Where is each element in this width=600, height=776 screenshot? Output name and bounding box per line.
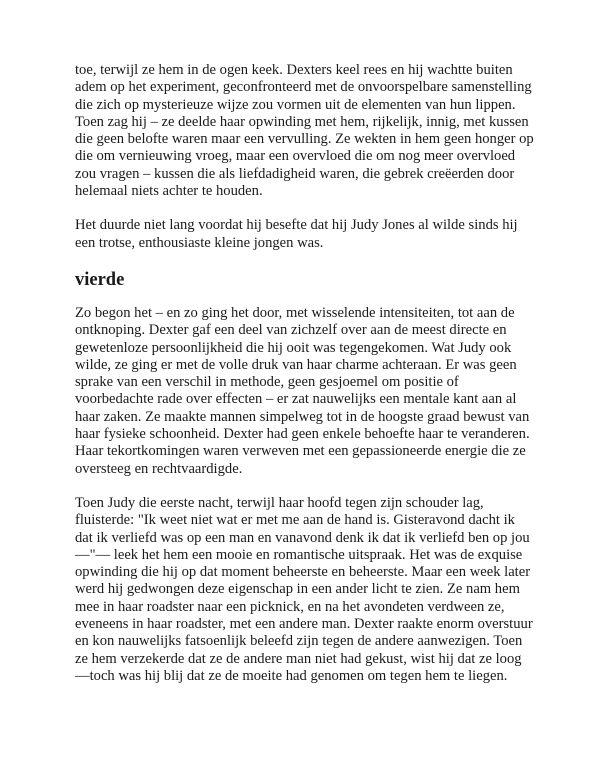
paragraph: Zo begon het – en zo ging het door, met wisselende intensiteiten, tot aan de ontknoping. Dexter gaf een deel van zichzelf over aan de meest directe en gewetenloze persoonlijkheid die hij ooit was tegengekomen. Wat Judy ook wilde, ze ging er met de volle druk van haar charme achteraan. Er was geen sprake van een verschil in methode, geen gesjoemel om positie of voorbedachte rade over effecten – er zat nauwelijks een mentale kant aan al haar zaken. Ze maakte mannen simpelweg tot in de hoogste graad bewust van haar fysieke schoonheid. Dexter had geen enkele behoefte haar te veranderen. Haar tekortkomingen waren verweven met een gepassioneerde energie die ze oversteeg en rechtvaardigde. [75,304,530,477]
paragraph: toe, terwijl ze hem in de ogen keek. Dexters keel rees en hij wachtte buiten adem op het experiment, geconfronteerd met de onvoorspelbare samenstelling die zich op mysterieuze wijze zou vormen uit de elementen van hun lippen. Toen zag hij – ze deelde haar opwinding met hem, rijkelijk, innig, met kussen die geen belofte waren maar een vervulling. Ze wekten in hem geen honger op die om vernieuwing vroeg, maar een overvloed die om nog meer overvloed zou vragen – kussen die als liefdadigheid waren, die gebrek creëerden door helemaal niets achter te houden. [75,62,534,200]
paragraph: Het duurde niet lang voordat hij besefte dat hij Judy Jones al wilde sinds hij een trotse, enthousiaste kleine jongen was. [75,217,518,251]
document-page [75,62,535,702]
paragraph: Toen Judy die eerste nacht, terwijl haar hoofd tegen zijn schouder lag, fluisterde: "Ik weet niet wat er met me aan de hand is. Gisteravond dacht ik dat ik verliefd was op een man en vanavond denk ik dat ik verliefd ben op jou—"— leek het hem een mooie en romantische uitspraak. Het was de exquise opwinding die hij op dat moment beheerste en beheerste. Maar een week later werd hij gedwongen deze eigenschap in een ander licht te zien. Ze nam hem mee in haar roadster naar een picknick, en na het avondeten verdween ze, eveneens in haar roadster, met een andere man. Dexter raakte enorm overstuur en kon nauwelijks fatsoenlijk beleefd zijn tegen de andere aanwezigen. Toen ze hem verzekerde dat ze de andere man niet had gekust, wist hij dat ze loog—toch was hij blij dat ze de moeite had genomen om tegen hem te liegen. [75,494,533,684]
section-heading: vierde [75,269,125,290]
